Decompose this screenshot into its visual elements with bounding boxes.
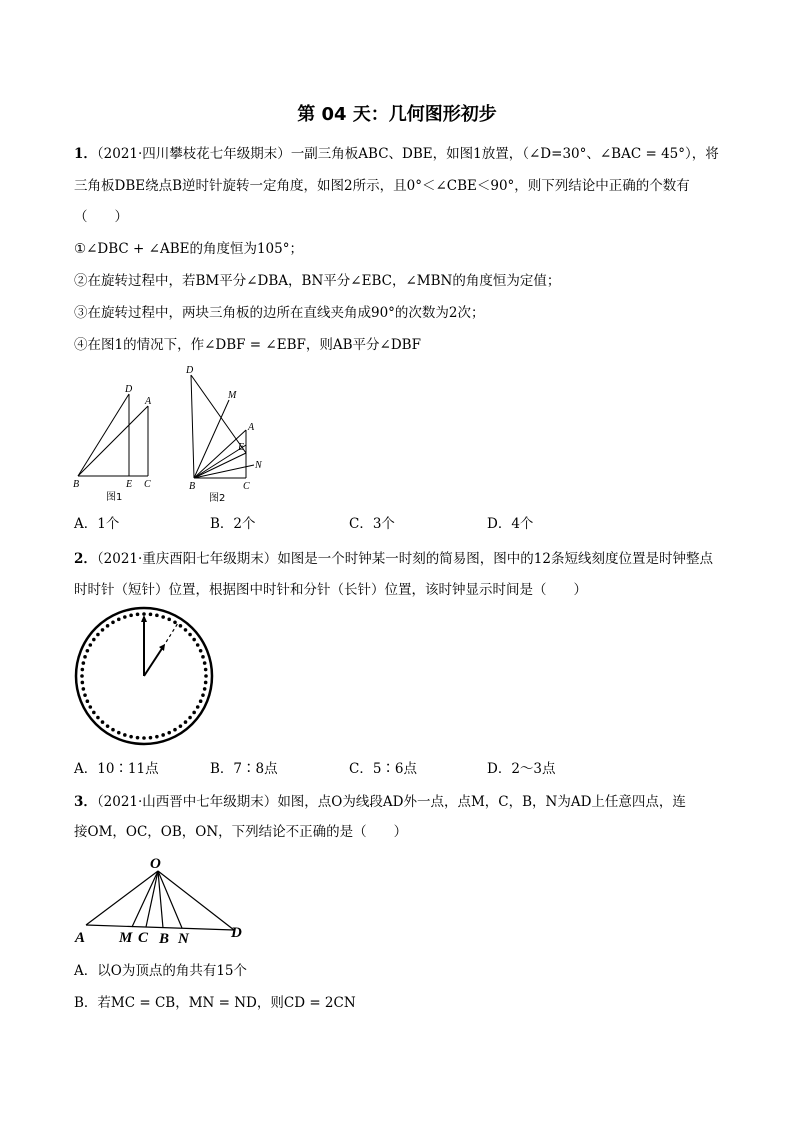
clock-tick-dot: [173, 621, 177, 625]
q1-stem-line1: [74, 145, 719, 163]
clock-tick-dot: [179, 724, 183, 728]
q3-option-a: A．以O为顶点的角共有15个: [74, 963, 247, 979]
fig2-caption: 图2: [209, 493, 226, 504]
q3-source: （2021·山西晋中七年级期末）: [96, 794, 278, 810]
clock-tick-dot: [167, 618, 171, 622]
q3-number: 3．: [74, 794, 97, 810]
clock-tick-dot: [96, 716, 100, 720]
q1-figure-2: [184, 365, 284, 505]
q2-source: （2021·重庆酉阳七年级期末）: [96, 551, 278, 567]
clock-tick-dot: [201, 693, 205, 697]
clock-tick-dot: [204, 674, 208, 678]
clock-tick-dot: [123, 615, 127, 619]
clock-tick-dot: [81, 681, 85, 685]
q3-label-d: D: [231, 925, 242, 941]
clock-tick-dot: [111, 728, 115, 732]
clock-tick-dot: [92, 638, 96, 642]
q1-option-c: C．3个: [349, 516, 395, 532]
clock-tick-dot: [136, 613, 140, 617]
fig2-label-a: A: [248, 422, 255, 433]
fig1-caption: 图1: [106, 492, 123, 503]
q3-label-a: A: [75, 930, 86, 946]
q3-label-c: C: [138, 930, 149, 946]
clock-tick-dot: [155, 614, 159, 618]
clock-tick-dot: [111, 621, 115, 625]
clock-tick-dot: [196, 705, 200, 709]
fig1-label-c: C: [144, 479, 151, 490]
clock-tick-dot: [192, 638, 196, 642]
clock-tick-dot: [196, 643, 200, 647]
clock-tick-dot: [155, 735, 159, 739]
fig1-label-b: B: [73, 479, 80, 490]
clock-tick-dot: [123, 733, 127, 737]
clock-hour-hand: [144, 647, 163, 676]
clock-tick-dot: [203, 661, 207, 665]
clock-tick-dot: [106, 624, 110, 628]
fig2-label-d: D: [186, 365, 194, 376]
q3-option-b: B．若MC = CB，MN = ND，则CD = 2CN: [74, 995, 356, 1011]
q3-label-m: M: [119, 930, 133, 946]
clock-tick-dot: [117, 618, 121, 622]
fig1-label-a: A: [145, 396, 152, 407]
clock-tick-dot: [117, 731, 121, 735]
clock-tick-dot: [188, 633, 192, 637]
clock-tick-dot: [92, 711, 96, 715]
clock-tick-dot: [129, 735, 133, 739]
clock-minute-arrow: [141, 615, 147, 622]
clock-tick-dot: [82, 661, 86, 665]
clock-tick-dot: [199, 649, 203, 653]
q1-stem-text1: 一副三角板ABC、DBE，如图1放置，（∠D=30°、∠BAC = 45°），将: [290, 146, 719, 162]
clock-tick-dot: [173, 728, 177, 732]
clock-tick-dot: [89, 643, 93, 647]
q1-blank: （ ）: [74, 209, 128, 225]
q1-option-d: D．4个: [487, 516, 534, 532]
fig1-label-d: D: [125, 384, 133, 395]
q3-stem-text1: 如图，点O为线段AD外一点，点M，C，B，N为AD上任意四点，连: [277, 794, 686, 810]
clock-tick-dot: [101, 720, 105, 724]
q1-statement-2: ②在旋转过程中，若BM平分∠DBA，BN平分∠EBC，∠MBN的角度恒为定值；: [74, 273, 561, 289]
q2-clock-figure: [70, 603, 220, 753]
page-title: 第 04 天：几何图形初步: [297, 104, 497, 125]
clock-tick-dot: [161, 615, 165, 619]
clock-tick-dot: [106, 724, 110, 728]
clock-tick-dot: [184, 720, 188, 724]
clock-tick-dot: [101, 628, 105, 632]
q3-figure: [70, 852, 270, 952]
clock-tick-dot: [161, 733, 165, 737]
clock-tick-dot: [203, 687, 207, 691]
clock-tick-dot: [204, 681, 208, 685]
q1-statement-4: ④在图1的情况下，作∠DBF = ∠EBF，则AB平分∠DBF: [74, 337, 421, 353]
q1-statement-1: ①∠DBC + ∠ABE的角度恒为105°；: [74, 241, 303, 257]
clock-tick-dot: [83, 693, 87, 697]
clock-tick-dot: [149, 736, 153, 740]
clock-tick-dot: [89, 705, 93, 709]
clock-tick-dot: [136, 736, 140, 740]
fig2-label-n: N: [255, 460, 262, 471]
q3-label-o: O: [150, 856, 161, 872]
fig2-label-b: B: [189, 481, 196, 492]
fig2-label-e: E: [238, 442, 245, 453]
q2-stem-text1: 如图是一个时钟某一时刻的简易图，图中的12条短线刻度位置是时钟整点: [277, 551, 713, 567]
q2-option-a: A．10∶11点: [74, 761, 159, 777]
clock-tick-dot: [96, 633, 100, 637]
clock-tick-dot: [86, 699, 90, 703]
q2-stem-line2: 时时针（短针）位置，根据图中时针和分针（长针）位置，该时钟显示时间是（ ）: [74, 582, 587, 598]
q1-stem-line2: 三角板DBE绕点B逆时针旋转一定角度，如图2所示，且0°＜∠CBE＜90°，则下列结论中正确的个数有: [74, 178, 690, 194]
clock-tick-dot: [199, 699, 203, 703]
q2-option-c: C．5∶6点: [349, 761, 418, 777]
q1-source: （2021·四川攀枝花七年级期末）: [96, 146, 291, 162]
clock-tick-dot: [82, 687, 86, 691]
q3-stem-line1: [74, 793, 686, 811]
q1-statement-3: ③在旋转过程中，两块三角板的边所在直线夹角成90°的次数为2次；: [74, 305, 485, 321]
q2-option-d: D．2～3点: [487, 761, 556, 777]
clock-tick-dot: [129, 614, 133, 618]
q2-option-b: B．7∶8点: [210, 761, 278, 777]
q1-option-a: A．1个: [74, 516, 120, 532]
clock-dashed-line: [163, 623, 178, 647]
q2-stem-line1: [74, 550, 713, 568]
q2-number: 2．: [74, 551, 97, 567]
q3-label-b: B: [159, 931, 170, 947]
clock-tick-dot: [86, 649, 90, 653]
clock-tick-dot: [167, 731, 171, 735]
clock-tick-dot: [188, 716, 192, 720]
clock-tick-dot: [204, 668, 208, 672]
clock-tick-dot: [179, 624, 183, 628]
fig2-label-c: C: [243, 481, 250, 492]
clock-tick-dot: [184, 628, 188, 632]
clock-tick-dot: [201, 655, 205, 659]
q1-figure-1: [70, 380, 170, 520]
clock-tick-dot: [80, 674, 84, 678]
clock-tick-dot: [81, 668, 85, 672]
fig2-label-m: M: [228, 390, 237, 401]
q3-stem-line2: 接OM，OC，OB，ON，下列结论不正确的是（ ）: [74, 824, 408, 840]
clock-tick-dot: [149, 613, 153, 617]
q1-number: 1．: [74, 146, 97, 162]
q3-label-n: N: [178, 931, 189, 947]
fig1-label-e: E: [126, 479, 133, 490]
clock-tick-dot: [83, 655, 87, 659]
clock-tick-dot: [142, 736, 146, 740]
clock-tick-dot: [192, 711, 196, 715]
q1-option-b: B．2个: [210, 516, 256, 532]
